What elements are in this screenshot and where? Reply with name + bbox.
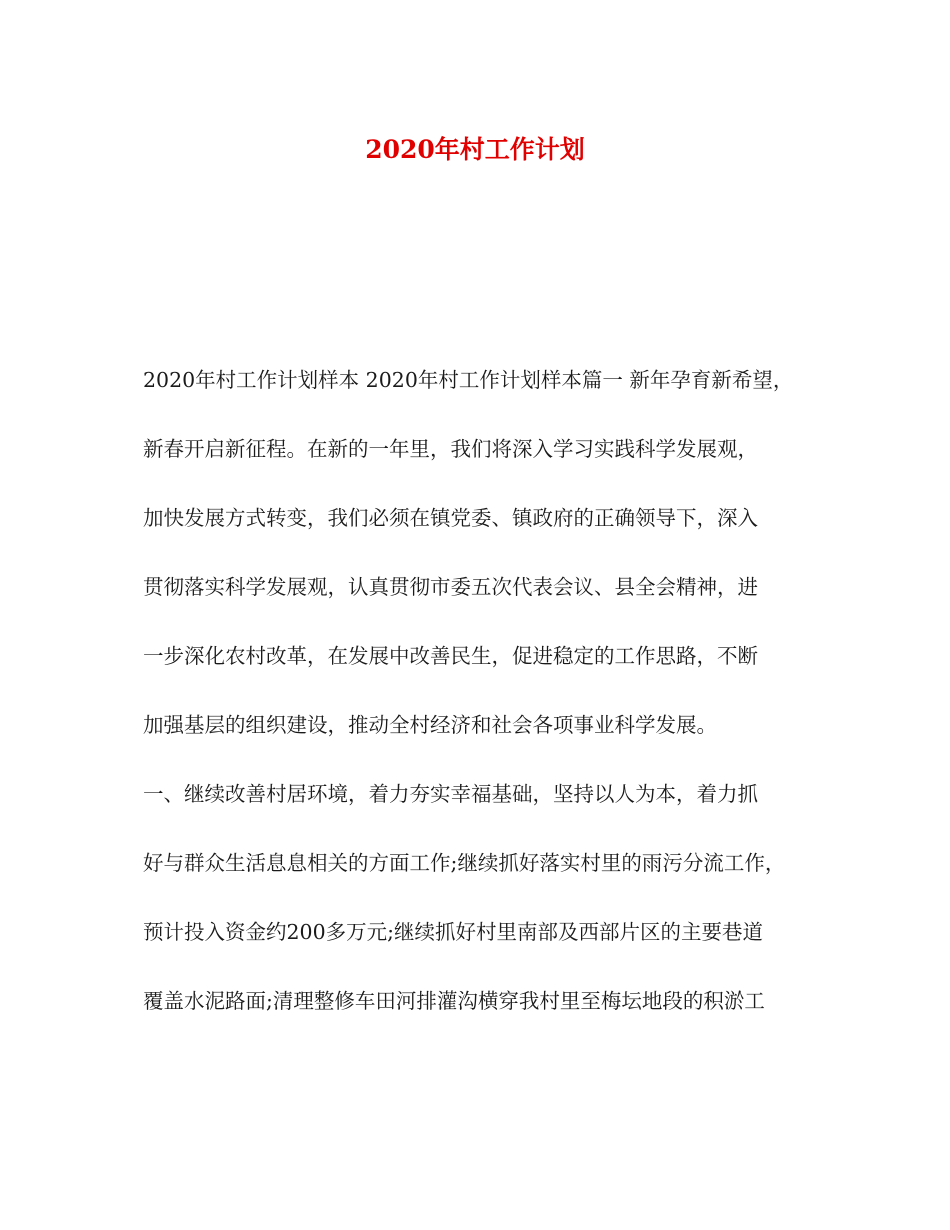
body-line-5: 一步深化农村改革，在发展中改善民生，促进稳定的工作思路，不断 xyxy=(143,644,758,668)
body-line-9: 预计投入资金约200多万元;继续抓好村里南部及西部片区的主要巷道 xyxy=(143,920,764,944)
body-line-7: 一、继续改善村居环境，着力夯实幸福基础，坚持以人为本，着力抓 xyxy=(143,782,758,806)
document-title: 2020年村工作计划 xyxy=(365,135,585,164)
body-line-10: 覆盖水泥路面;清理整修车田河排灌沟横穿我村里至梅坛地段的积淤工 xyxy=(143,989,765,1013)
body-line-6: 加强基层的组织建设，推动全村经济和社会各项事业科学发展。 xyxy=(143,713,717,737)
body-line-1: 2020年村工作计划样本 2020年村工作计划样本篇一 新年孕育新希望， xyxy=(143,368,794,392)
body-line-2: 新春开启新征程。在新的一年里，我们将深入学习实践科学发展观， xyxy=(143,437,758,461)
body-line-4: 贯彻落实科学发展观，认真贯彻市委五次代表会议、县全会精神，进 xyxy=(143,575,758,599)
body-line-8: 好与群众生活息息相关的方面工作;继续抓好落实村里的雨污分流工作， xyxy=(143,851,786,875)
body-line-3: 加快发展方式转变，我们必须在镇党委、镇政府的正确领导下，深入 xyxy=(143,506,758,530)
